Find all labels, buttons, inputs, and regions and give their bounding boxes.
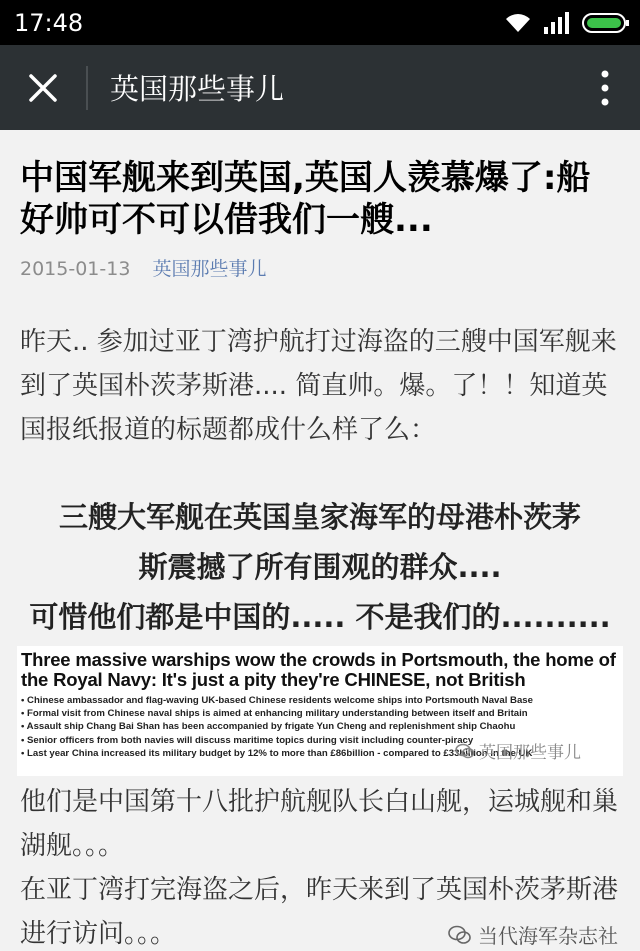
news-bullet: • Last year China increased its military budget by 12% to more than £86billion - compared to £33billion in the UK bbox=[21, 747, 619, 760]
article-date: 2015-01-13 bbox=[20, 258, 131, 280]
article-meta bbox=[20, 254, 266, 281]
close-icon bbox=[28, 73, 58, 103]
paragraph-3-line: 在亚丁湾打完海盗之后，昨天来到了英国朴茨茅斯港进行访问。。。 bbox=[20, 875, 619, 949]
news-headline: Three massive warships wow the crowds in Portsmouth, the home of the Royal Navy: It's just a pity they're CHINESE, not British bbox=[21, 649, 616, 690]
paragraph-1: 昨天.. 参加过亚丁湾护航打过海盗的三艘中国军舰来到了英国朴茨茅斯港.... 简直帅。爆。了！！知道英国报纸报道的标题都成什么样了么： bbox=[20, 327, 617, 445]
image-watermark-text: 英国那些事儿 bbox=[479, 743, 581, 763]
image-watermark bbox=[455, 738, 581, 763]
status-bar bbox=[0, 0, 640, 45]
more-vertical-icon bbox=[600, 70, 610, 106]
page-watermark bbox=[448, 920, 618, 949]
app-bar bbox=[0, 45, 640, 130]
page-watermark-text: 当代海军杂志社 bbox=[478, 924, 618, 948]
status-icons bbox=[504, 12, 630, 34]
status-time: 17:48 bbox=[14, 8, 84, 37]
appbar-divider bbox=[86, 66, 88, 110]
headline-cn-line: 斯震撼了所有围观的群众.... bbox=[138, 550, 502, 584]
headline-cn-line: 三艘大军舰在英国皇家海军的母港朴茨茅 bbox=[58, 500, 581, 534]
news-bullet: • Senior officers from both navies will discuss maritime topics during visit including counter-piracy bbox=[21, 734, 619, 747]
headline-cn-line: 可惜他们都是中国的..... 不是我们的.......... bbox=[29, 600, 611, 634]
news-bullet: • Formal visit from Chinese naval ships is aimed at enhancing military understanding between itself and Britain bbox=[21, 707, 619, 720]
article-source-link[interactable]: 英国那些事儿 bbox=[152, 258, 267, 280]
news-bullet: • Chinese ambassador and flag-waving UK-based Chinese residents welcome ships into Portsmouth Naval Base bbox=[21, 694, 619, 707]
article-title: 中国军舰来到英国,英国人羡慕爆了:船好帅可不可以借我们一艘... bbox=[20, 158, 591, 240]
paragraph-2-line: 他们是中国第十八批护航舰队长白山舰，运城舰和巢湖舰。。。 bbox=[20, 787, 619, 861]
wifi-icon bbox=[504, 12, 532, 34]
headline-cn bbox=[0, 492, 640, 642]
article-content[interactable] bbox=[0, 130, 640, 951]
battery-icon bbox=[582, 12, 630, 34]
more-button[interactable] bbox=[570, 45, 640, 130]
news-bullet: • Assault ship Chang Bai Shan has been accompanied by frigate Yun Cheng and replenishment ship Chaohu bbox=[21, 720, 619, 733]
app-title: 英国那些事儿 bbox=[110, 72, 285, 106]
wechat-icon bbox=[455, 743, 475, 759]
wechat-icon bbox=[448, 925, 472, 945]
signal-icon bbox=[544, 12, 570, 34]
close-button[interactable] bbox=[0, 45, 86, 130]
